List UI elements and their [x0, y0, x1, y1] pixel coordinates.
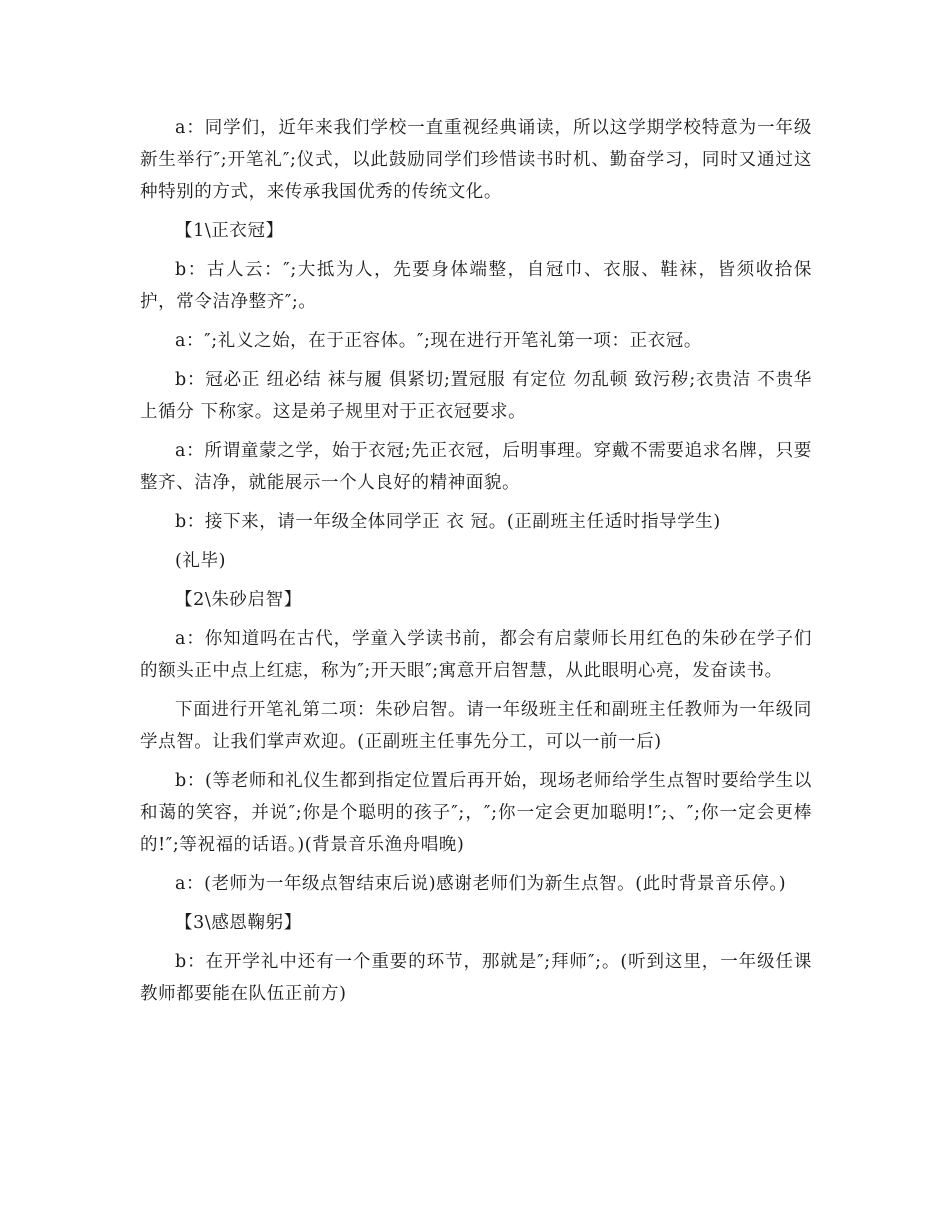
paragraph-b-quote: b：古人云：″;大抵为人，先要身体端整，自冠巾、衣服、鞋袜，皆须收拾保护，常令洁净整齐″;。 [140, 260, 812, 312]
paragraph-a-tongmeng: a：所谓童蒙之学，始于衣冠;先正衣冠，后明事理。穿戴不需要追求名牌，只要整齐、洁净，就能展示一个人良好的精神面貌。 [140, 441, 812, 493]
document-page [140, 112, 812, 1010]
paragraph-b-instructions: b：(等老师和礼仪生都到指定位置后再开始，现场老师给学生点智时要给学生以和蔼的笑容，并说″;你是个聪明的孩子″;，″;你一定会更加聪明!″;、″;你一定会更棒的!″;等祝福的话语。)(背景音乐渔舟唱晚) [140, 771, 812, 855]
paragraph-item2: 下面进行开笔礼第二项：朱砂启智。请一年级班主任和副班主任教师为一年级同学点智。让我们掌声欢迎。(正副班主任事先分工，可以一前一后) [140, 700, 812, 752]
paragraph-libi: (礼毕) [175, 551, 227, 571]
paragraph-b-baishi: b：在开学礼中还有一个重要的环节，那就是″;拜师″;。(听到这里，一年级任课教师都要能在队伍正前方) [140, 952, 812, 1004]
section-heading-2: 【2\朱砂启智】 [175, 590, 302, 610]
section-heading-1: 【1\正衣冠】 [175, 221, 284, 241]
paragraph-intro: a：同学们，近年来我们学校一直重视经典诵读，所以这学期学校特意为一年级新生举行″;开笔礼″;仪式，以此鼓励同学们珍惜读书时机、勤奋学习，同时又通过这种特别的方式，来传承我国优秀的传统文化。 [140, 118, 812, 202]
section-heading-3: 【3\感恩鞠躬】 [175, 913, 302, 933]
paragraph-b-next: b：接下来，请一年级全体同学正 衣 冠。(正副班主任适时指导学生) [175, 512, 721, 532]
paragraph-a-zhusha: a：你知道吗在古代，学童入学读书前，都会有启蒙师长用红色的朱砂在学子们的额头正中点上红痣，称为″;开天眼″;寓意开启智慧，从此眼明心亮，发奋读书。 [140, 629, 812, 681]
paragraph-a-thanks: a：(老师为一年级点智结束后说)感谢老师们为新生点智。(此时背景音乐停。) [175, 874, 787, 894]
paragraph-b-dizigui: b：冠必正 纽必结 袜与履 俱紧切;置冠服 有定位 勿乱顿 致污秽;衣贵洁 不贵华 上循分 下称家。这是弟子规里对于正衣冠要求。 [140, 370, 812, 422]
paragraph-a-item1: a：″;礼义之始，在于正容体。″;现在进行开笔礼第一项：正衣冠。 [175, 331, 702, 351]
